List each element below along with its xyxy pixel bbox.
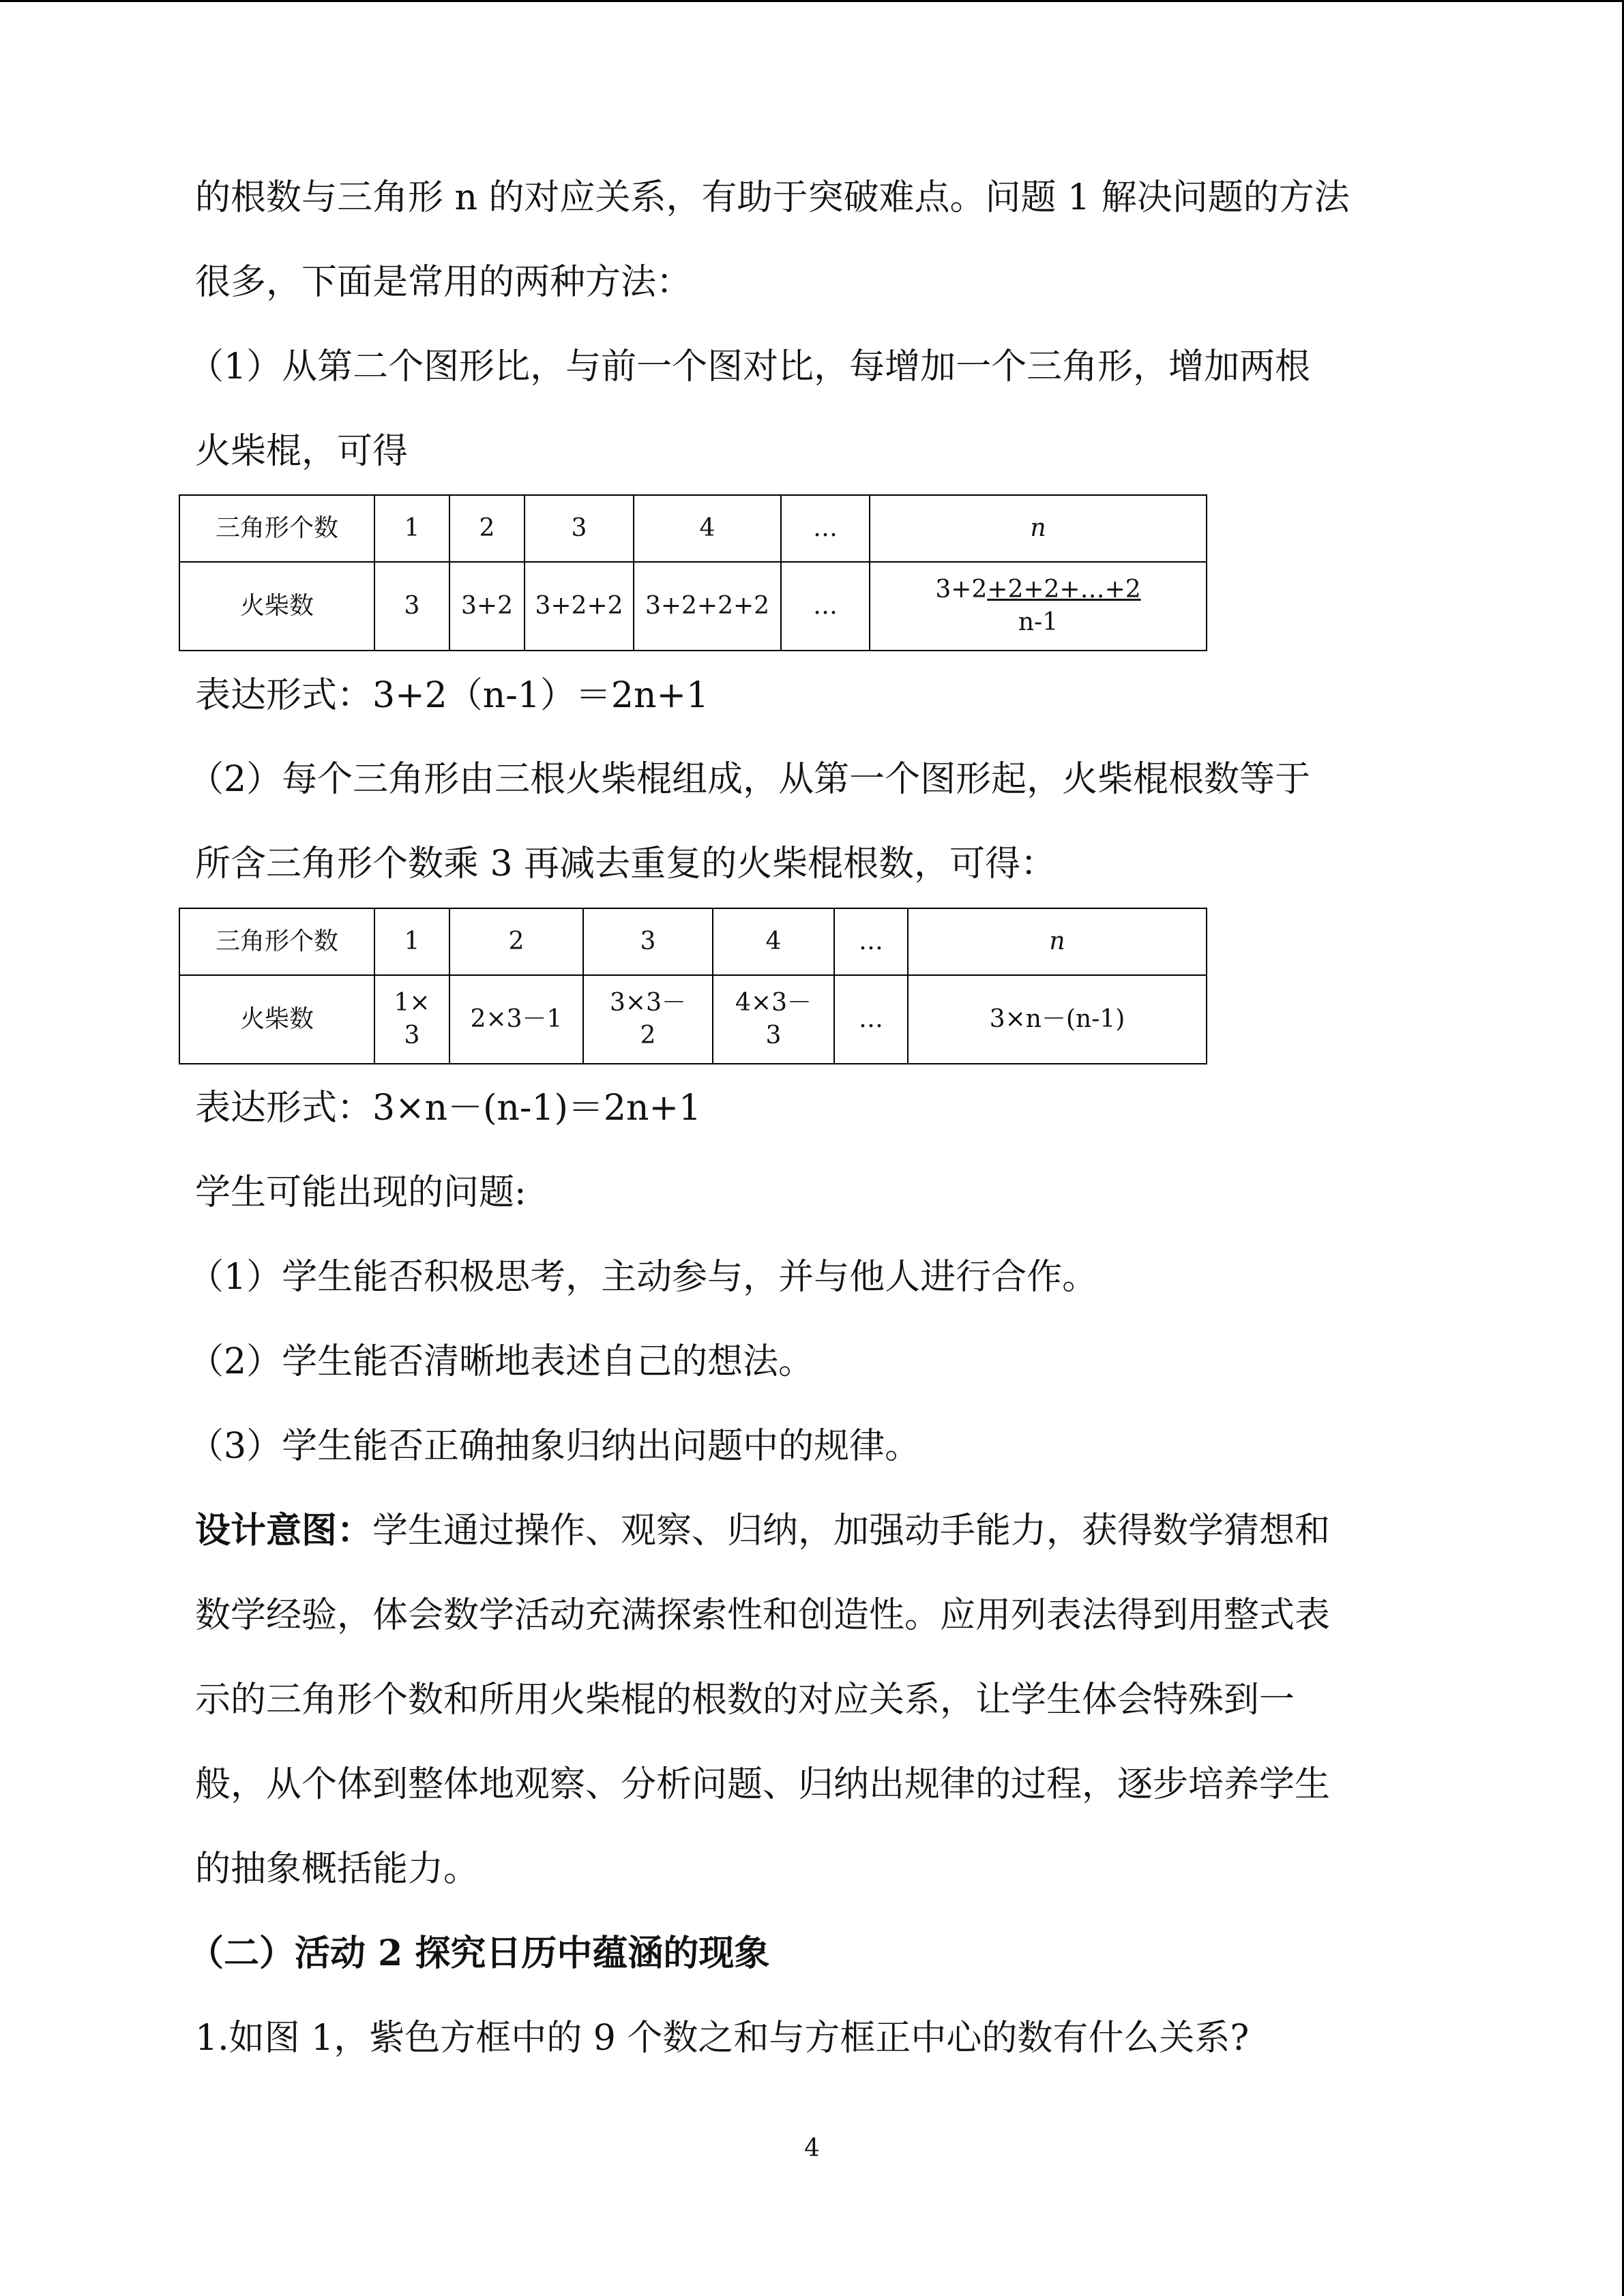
table-header-cell: 三角形个数 — [179, 908, 374, 975]
table-header-cell: 3 — [583, 908, 713, 975]
table-header-cell: 4 — [713, 908, 834, 975]
table-cell — [713, 975, 834, 1064]
general-term-count: n-1 — [1018, 608, 1059, 636]
table-row-label: 火柴数 — [179, 562, 374, 651]
table-cell — [583, 975, 713, 1064]
table-cell: … — [834, 975, 908, 1064]
table-header-cell: n — [908, 908, 1207, 975]
table-cell: … — [781, 562, 870, 651]
table-cell: 3+2+2+2 — [634, 562, 781, 651]
table-header-cell: 三角形个数 — [179, 495, 374, 562]
page-number: 4 — [804, 2134, 820, 2162]
paragraph-line: （2）每个三角形由三根火柴棍组成，从第一个图形起，火柴棍根数等于 — [188, 759, 1311, 800]
general-term-sum — [870, 573, 1206, 606]
paragraph-line: 的抽象概括能力。 — [195, 1849, 479, 1890]
design-intent-label: 设计意图： — [195, 1510, 373, 1551]
table-header-cell: … — [781, 495, 870, 562]
table-header-cell: 2 — [449, 908, 583, 975]
paragraph-line: 的根数与三角形 n 的对应关系，有助于突破难点。问题 1 解决问题的方法 — [195, 177, 1350, 218]
general-term-repeated: +2+2+…+2 — [987, 576, 1141, 603]
table-cell — [374, 975, 449, 1064]
cell-line: 1× — [394, 989, 430, 1017]
question-line: 1.如图 1，紫色方框中的 9 个数之和与方框正中心的数有什么关系? — [195, 2018, 1250, 2059]
table-cell: 2×3－1 — [449, 975, 583, 1064]
table-cell: 3 — [374, 562, 449, 651]
cell-line: 3×3－ — [610, 989, 686, 1017]
table-header-cell: 1 — [374, 908, 449, 975]
table-cell: 3+2 — [449, 562, 525, 651]
table-header-cell: 4 — [634, 495, 781, 562]
paragraph-line: 学生可能出现的问题: — [195, 1172, 527, 1213]
list-item: （2）学生能否清晰地表述自己的想法。 — [188, 1341, 814, 1382]
table-row-label: 火柴数 — [179, 975, 374, 1064]
paragraph-line: 很多，下面是常用的两种方法： — [195, 262, 692, 303]
paragraph-line: 示的三角形个数和所用火柴棍的根数的对应关系，让学生体会特殊到一 — [195, 1680, 1295, 1720]
paragraph-line: 火柴棍，可得 — [195, 431, 409, 472]
design-intent-text: 学生通过操作、观察、归纳，加强动手能力，获得数学猜想和 — [372, 1510, 1331, 1551]
design-intent-line — [195, 1507, 1330, 1555]
table-cell-general-term — [870, 562, 1207, 651]
table-header-cell: 3 — [525, 495, 634, 562]
cell-line: 2 — [640, 1022, 656, 1049]
table-header-cell: n — [870, 495, 1207, 562]
list-item: （1）学生能否积极思考，主动参与，并与他人进行合作。 — [188, 1257, 1098, 1298]
page-border-top — [0, 0, 1624, 2]
paragraph-line: 般，从个体到整体地观察、分析问题、归纳出规律的过程，逐步培养学生 — [195, 1764, 1331, 1805]
section-heading: （二）活动 2 探究日历中蕴涵的现象 — [188, 1933, 770, 1974]
table-header-cell: 1 — [374, 495, 449, 562]
table-header-cell: … — [834, 908, 908, 975]
general-term-first: 3+2 — [935, 576, 988, 603]
paragraph-line: 所含三角形个数乘 3 再减去重复的火柴棍根数，可得： — [195, 844, 1057, 884]
paragraph-line: （1）从第二个图形比，与前一个图对比，每增加一个三角形，增加两根 — [188, 346, 1311, 387]
cell-line: 3 — [765, 1022, 782, 1049]
expression-line: 表达形式：3×n－(n-1)＝2n+1 — [195, 1088, 702, 1129]
cell-line: 3 — [404, 1022, 420, 1049]
paragraph-line: 数学经验，体会数学活动充满探索性和创造性。应用列表法得到用整式表 — [195, 1595, 1331, 1636]
table-method-1 — [179, 494, 1207, 651]
table-cell: 3+2+2 — [525, 562, 634, 651]
expression-line: 表达形式：3+2（n-1）＝2n+1 — [195, 675, 709, 716]
table-cell: 3×n－(n-1) — [908, 975, 1207, 1064]
table-method-2 — [179, 908, 1207, 1064]
list-item: （3）学生能否正确抽象归纳出问题中的规律。 — [188, 1426, 921, 1467]
cell-line: 4×3－ — [735, 989, 812, 1017]
table-header-cell: 2 — [449, 495, 525, 562]
